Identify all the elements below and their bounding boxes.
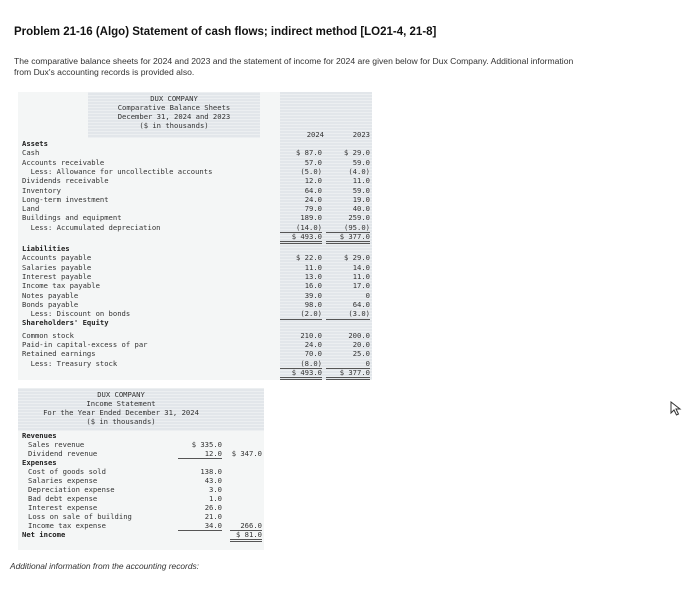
problem-intro: The comparative balance sheets for 2024 and 2023 and the statement of income for 2024 are given below for Dux Company. Additional information from Dux's accounting records is provided also. <box>14 56 574 77</box>
liability-2024-value: 11.0 <box>304 262 322 272</box>
bs-company: DUX COMPANY <box>150 94 198 103</box>
asset-2024-value: (14.0) <box>280 223 322 233</box>
is-period: For the Year Ended December 31, 2024 <box>43 408 199 417</box>
assets-heading: Assets <box>22 139 48 148</box>
expense-amount: 138.0 <box>200 467 222 476</box>
asset-row-label: Dividends receivable <box>22 176 109 186</box>
expense-row-label: Bad debt expense <box>28 494 98 503</box>
expense-amount: 1.0 <box>209 494 222 503</box>
equity-2023-value: 20.0 <box>352 340 370 349</box>
liability-row-label: Less: Discount on bonds <box>22 309 131 319</box>
liability-2024-value: 13.0 <box>304 271 322 281</box>
mouse-cursor-icon <box>669 401 683 417</box>
liability-2024-value: 98.0 <box>304 299 322 309</box>
equity-2023-value: 0 <box>326 359 370 369</box>
equity-2023-value: 25.0 <box>352 349 370 359</box>
revenue-row-label: Dividend revenue <box>28 449 98 458</box>
asset-2023-value: 259.0 <box>348 213 370 223</box>
expense-amount: 3.0 <box>209 485 222 494</box>
assets-total-2024: $ 493.0 <box>280 232 322 244</box>
asset-row-label: Less: Accumulated depreciation <box>22 222 161 232</box>
expense-row-label: Salaries expense <box>28 476 98 485</box>
liability-2023-value: 64.0 <box>352 299 370 309</box>
equity-row-label: Paid-in capital-excess of par <box>22 340 148 349</box>
bs-units: ($ in thousands) <box>139 121 209 130</box>
is-units: ($ in thousands) <box>86 417 156 426</box>
expense-row-label: Depreciation expense <box>28 485 115 494</box>
liability-2023-value: 17.0 <box>352 281 370 291</box>
asset-2023-value: (4.0) <box>348 166 370 176</box>
expense-amount: 26.0 <box>204 503 222 512</box>
liability-2024-value: 39.0 <box>304 290 322 300</box>
liability-row-label: Interest payable <box>22 271 92 281</box>
asset-row-label: Cash <box>22 148 40 158</box>
asset-2024-value: 12.0 <box>304 176 322 186</box>
expense-row-label: Loss on sale of building <box>28 512 132 521</box>
assets-total-2023: $ 377.0 <box>326 232 370 244</box>
asset-2023-value: 19.0 <box>352 194 370 204</box>
asset-2023-value: (95.0) <box>326 223 370 233</box>
liabilities-heading: Liabilities <box>22 244 70 253</box>
expense-amount: 21.0 <box>204 512 222 521</box>
balance-sheet-exhibit <box>18 92 372 380</box>
expense-row-label: Income tax expense <box>28 521 106 530</box>
is-company: DUX COMPANY <box>97 390 145 399</box>
bs-date: December 31, 2024 and 2023 <box>117 112 231 121</box>
asset-2024-value: 79.0 <box>304 204 322 214</box>
col-header-2023: 2023 <box>352 130 370 139</box>
asset-2024-value: 24.0 <box>304 194 322 204</box>
asset-2023-value: 40.0 <box>352 204 370 214</box>
revenues-heading: Revenues <box>22 431 57 440</box>
liability-row-label: Income tax payable <box>22 281 100 291</box>
col-header-2024: 2024 <box>306 130 324 139</box>
liability-2023-value: 11.0 <box>352 271 370 281</box>
asset-row-label: Accounts receivable <box>22 157 105 167</box>
problem-title: Problem 21-16 (Algo) Statement of cash flows; indirect method [LO21-4, 21-8] <box>14 26 437 38</box>
asset-row-label: Long-term investment <box>22 194 109 204</box>
income-statement-exhibit <box>18 388 264 550</box>
liability-2024-value: (2.0) <box>280 309 322 319</box>
is-title: Income Statement <box>86 399 156 408</box>
expense-amount: 43.0 <box>204 476 222 485</box>
liability-2023-value: (3.0) <box>326 309 370 319</box>
expense-amount: 34.0 <box>178 521 222 531</box>
liability-row-label: Accounts payable <box>22 253 92 263</box>
equity-2023-value: 200.0 <box>348 330 370 340</box>
expenses-total: 266.0 <box>230 521 262 531</box>
liabilities-equity-total-2023: $ 377.0 <box>326 368 370 380</box>
equity-row-label: Retained earnings <box>22 349 96 359</box>
asset-row-label: Less: Allowance for uncollectible accounts <box>22 166 213 176</box>
equity-heading: Shareholders' Equity <box>22 318 109 328</box>
net-income-label: Net income <box>22 530 66 539</box>
asset-2023-value: 11.0 <box>352 176 370 186</box>
liability-row-label: Salaries payable <box>22 262 92 272</box>
liability-2024-value: 16.0 <box>304 281 322 291</box>
equity-2024-value: 70.0 <box>304 349 322 359</box>
liability-2023-value: 0 <box>365 290 370 300</box>
expense-row-label: Cost of goods sold <box>28 467 106 476</box>
asset-2024-value: 64.0 <box>304 185 322 195</box>
expenses-heading: Expenses <box>22 458 57 467</box>
expense-row-label: Interest expense <box>28 503 98 512</box>
net-income-value: $ 81.0 <box>230 530 262 542</box>
bs-title: Comparative Balance Sheets <box>117 103 231 112</box>
equity-2024-value: (8.0) <box>280 359 322 369</box>
asset-2024-value: 189.0 <box>300 213 322 223</box>
asset-2024-value: (5.0) <box>300 166 322 176</box>
revenue-amount: 12.0 <box>178 449 222 459</box>
asset-2023-value: $ 29.0 <box>344 148 370 158</box>
asset-row-label: Land <box>22 204 40 214</box>
additional-information-label: Additional information from the accounting records: <box>10 561 200 571</box>
asset-2024-value: 57.0 <box>304 157 322 167</box>
revenue-row-label: Sales revenue <box>28 440 85 449</box>
equity-2024-value: 210.0 <box>300 330 322 340</box>
asset-2023-value: 59.0 <box>352 185 370 195</box>
asset-2023-value: 59.0 <box>352 157 370 167</box>
asset-2024-value: $ 87.0 <box>296 148 322 158</box>
equity-row-label: Common stock <box>22 330 74 340</box>
liabilities-equity-total-2024: $ 493.0 <box>280 368 322 380</box>
revenue-amount: $ 335.0 <box>191 440 222 449</box>
liability-2024-value: $ 22.0 <box>296 253 322 263</box>
revenues-total: $ 347.0 <box>231 449 262 458</box>
liability-2023-value: 14.0 <box>352 262 370 272</box>
liability-row-label: Bonds payable <box>22 299 79 309</box>
asset-row-label: Inventory <box>22 185 61 195</box>
equity-2024-value: 24.0 <box>304 340 322 349</box>
liability-2023-value: $ 29.0 <box>344 253 370 263</box>
asset-row-label: Buildings and equipment <box>22 213 122 223</box>
liability-row-label: Notes payable <box>22 290 79 300</box>
equity-row-label: Less: Treasury stock <box>22 358 118 368</box>
